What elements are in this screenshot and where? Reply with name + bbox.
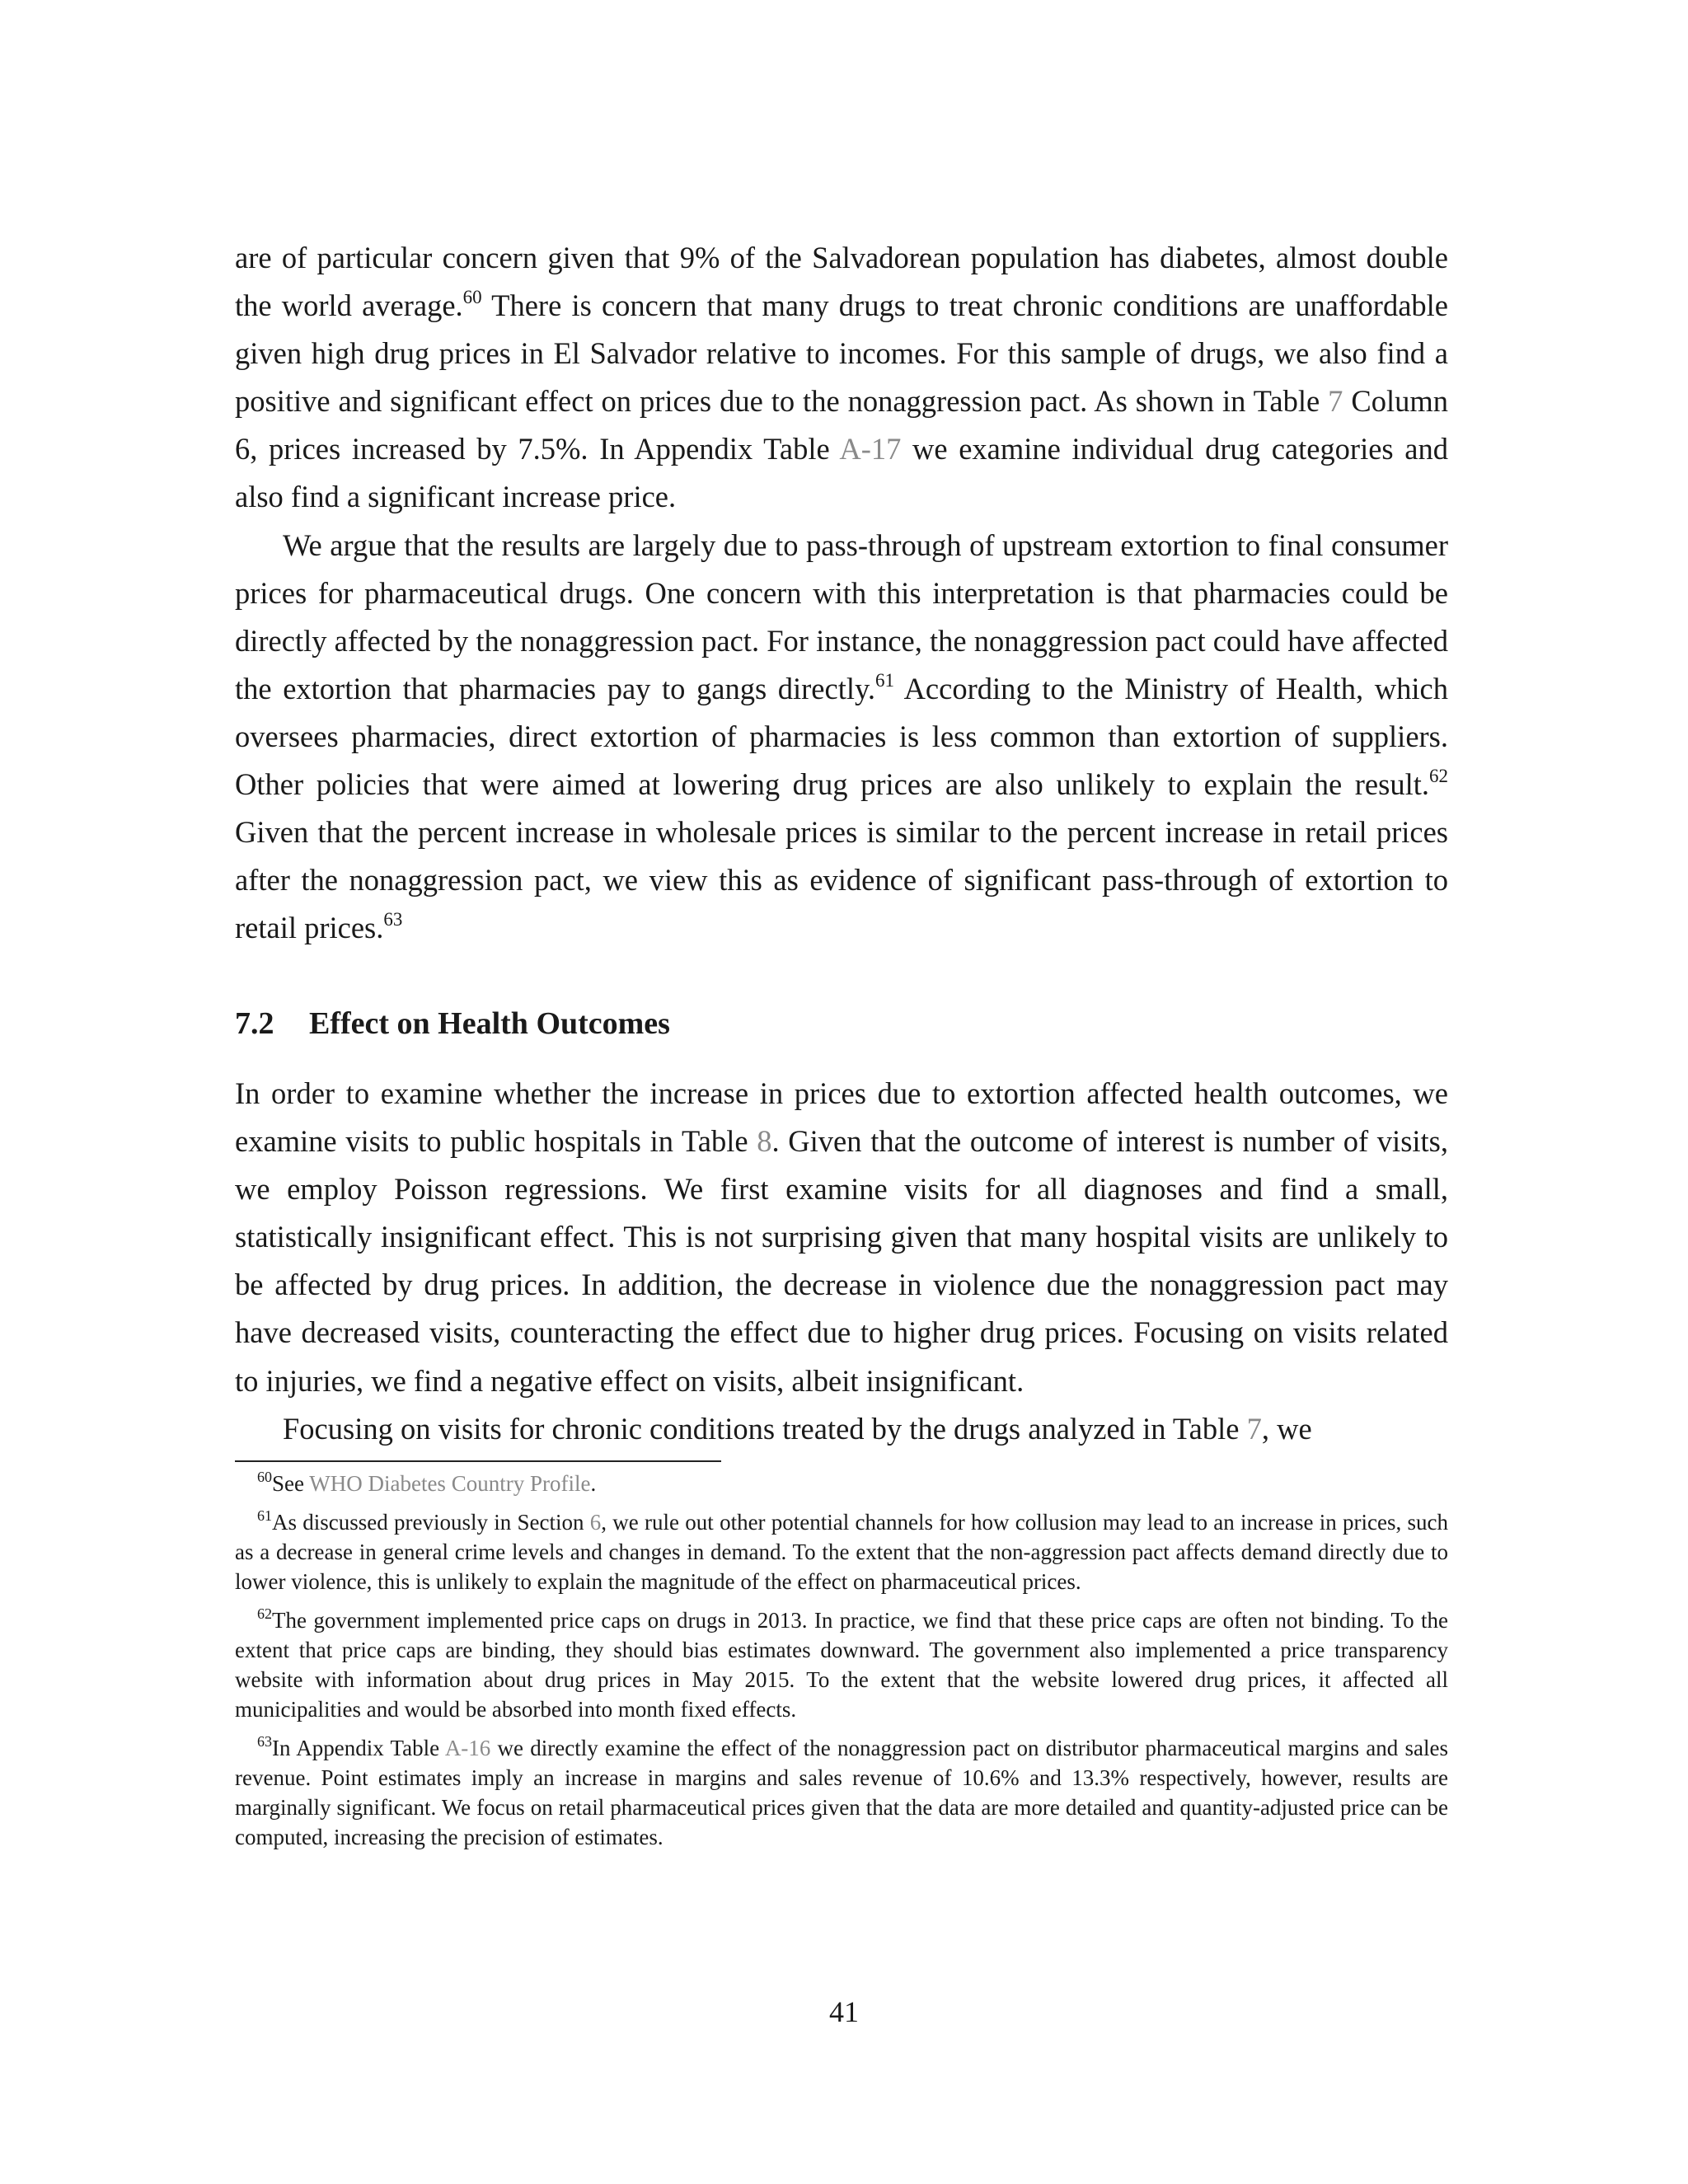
footnote-ref-60[interactable]: 60 — [462, 287, 482, 308]
footnote-ref-63[interactable]: 63 — [383, 909, 403, 930]
paragraph-4: Focusing on visits for chronic conditions treated by the drugs analyzed in Table 7, we — [283, 1411, 1312, 1446]
footnote-ref-62[interactable]: 62 — [1429, 766, 1448, 787]
table-8-link[interactable]: 8 — [757, 1124, 772, 1159]
paragraph-3: In order to examine whether the increase in prices due to extortion affected health outcomes, we examine visits to public hospitals in Table 8. Given that the outcome of interest is number of visits, we employ Poisson regressions. We first examine visits for all diagnoses and find a small, statistically insignificant effect. This is not surprising given that many hospital visits are unlikely to be affected by drug prices. In addition, the decrease in violence due the nonaggression pact may have decreased visits, counteracting the effect due to higher drug prices. Focusing on visits related to injuries, we find a negative effect on visits, albeit insignificant. — [235, 1076, 1449, 1398]
section-title: Effect on Health Outcomes — [309, 1006, 670, 1041]
paragraph-2: We argue that the results are largely due to pass-through of upstream extortion to final consumer prices for pharmaceutical drugs. One concern with this interpretation is that pharmacies could be directly affected by the nonaggression pact. For instance, the nonaggression pact could have affected the extortion that pharmacies pay to gangs directly.$^{61}$ According to the Ministry of Health, which oversees pharmacies, direct extortion of pharmacies is less common than extortion of suppliers. Other policies that were aimed at lowering drug prices are also unlikely to explain the result.$^{62}$ Given that the percent increase in wholesale prices is similar to the percent increase in retail prices after the nonaggression pact, we view this as evidence of significant pass-through of extortion to retail prices.$^{63}$ — [235, 527, 1448, 945]
appendix-table-a17-link[interactable]: A-17 — [839, 432, 902, 466]
footnote-63: $^{63}$In Appendix Table A-16 we directly examine the effect of the nonaggression pact on distributor pharmaceutical margins and sales revenue. Point estimates imply an increase in margins and sales revenue of 10.6% and 13.3% respectively, however, results are marginally significant. We focus on retail pharmaceutical prices given that the data are more detailed and quantity-adjusted price can be computed, increasing the precision of estimates. — [235, 1733, 1448, 1849]
footnote-mark: 60 — [257, 1469, 272, 1485]
section-number: 7.2 — [235, 1006, 274, 1041]
footnotes — [235, 1469, 1448, 1861]
footnote-mark: 63 — [257, 1733, 272, 1750]
footnote-61: $^{61}$As discussed previously in Section 6, we rule out other potential channels for how collusion may lead to an increase in prices, such as a decrease in general crime levels and changes in demand. To the extent that the non-aggression pact affects demand directly due to lower violence, this is unlikely to explain the magnitude of the effect on pharmaceutical prices. — [235, 1507, 1448, 1594]
page-number: 41 — [829, 1995, 859, 2028]
appendix-table-a16-link[interactable]: A-16 — [444, 1736, 491, 1760]
table-7-link[interactable]: 7 — [1328, 384, 1343, 419]
footnote-ref-61[interactable]: 61 — [874, 669, 894, 691]
footnote-60: $^{60}$See WHO Diabetes Country Profile. — [257, 1469, 597, 1496]
footnote-mark: 61 — [257, 1507, 272, 1524]
body-text-upper — [235, 234, 1448, 952]
section-6-link[interactable]: 6 — [589, 1510, 602, 1535]
footnote-rule — [235, 1460, 721, 1462]
body-text-lower — [235, 1070, 1448, 1453]
table-7-link[interactable]: 7 — [1246, 1411, 1262, 1446]
paragraph-1: are of particular concern given that 9% of the Salvadorean population has diabetes, almost double the world average.$^{60}$ There is concern that many drugs to treat chronic conditions are unaffordable given high drug prices in El Salvador relative to incomes. For this sample of drugs, we also find a positive and significant effect on prices due to the nonaggression pact. As shown in Table 7 Column 6, prices increased by 7.5%. In Appendix Table A-17 we examine individual drug categories and also find a significant increase price. — [235, 241, 1448, 514]
footnote-mark: 62 — [257, 1605, 272, 1622]
section-heading — [235, 999, 1448, 1048]
who-diabetes-profile-link[interactable]: WHO Diabetes Country Profile — [309, 1471, 591, 1496]
footnote-62: $^{62}$The government implemented price caps on drugs in 2013. In practice, we find that these price caps are often not binding. To the extent that price caps are binding, they should bias estimates downward. The government also implemented a price transparency website with information about drug prices in May 2015. To the extent that the website lowered drug prices, it affected all municipalities and would be absorbed into month fixed effects. — [235, 1605, 1448, 1722]
